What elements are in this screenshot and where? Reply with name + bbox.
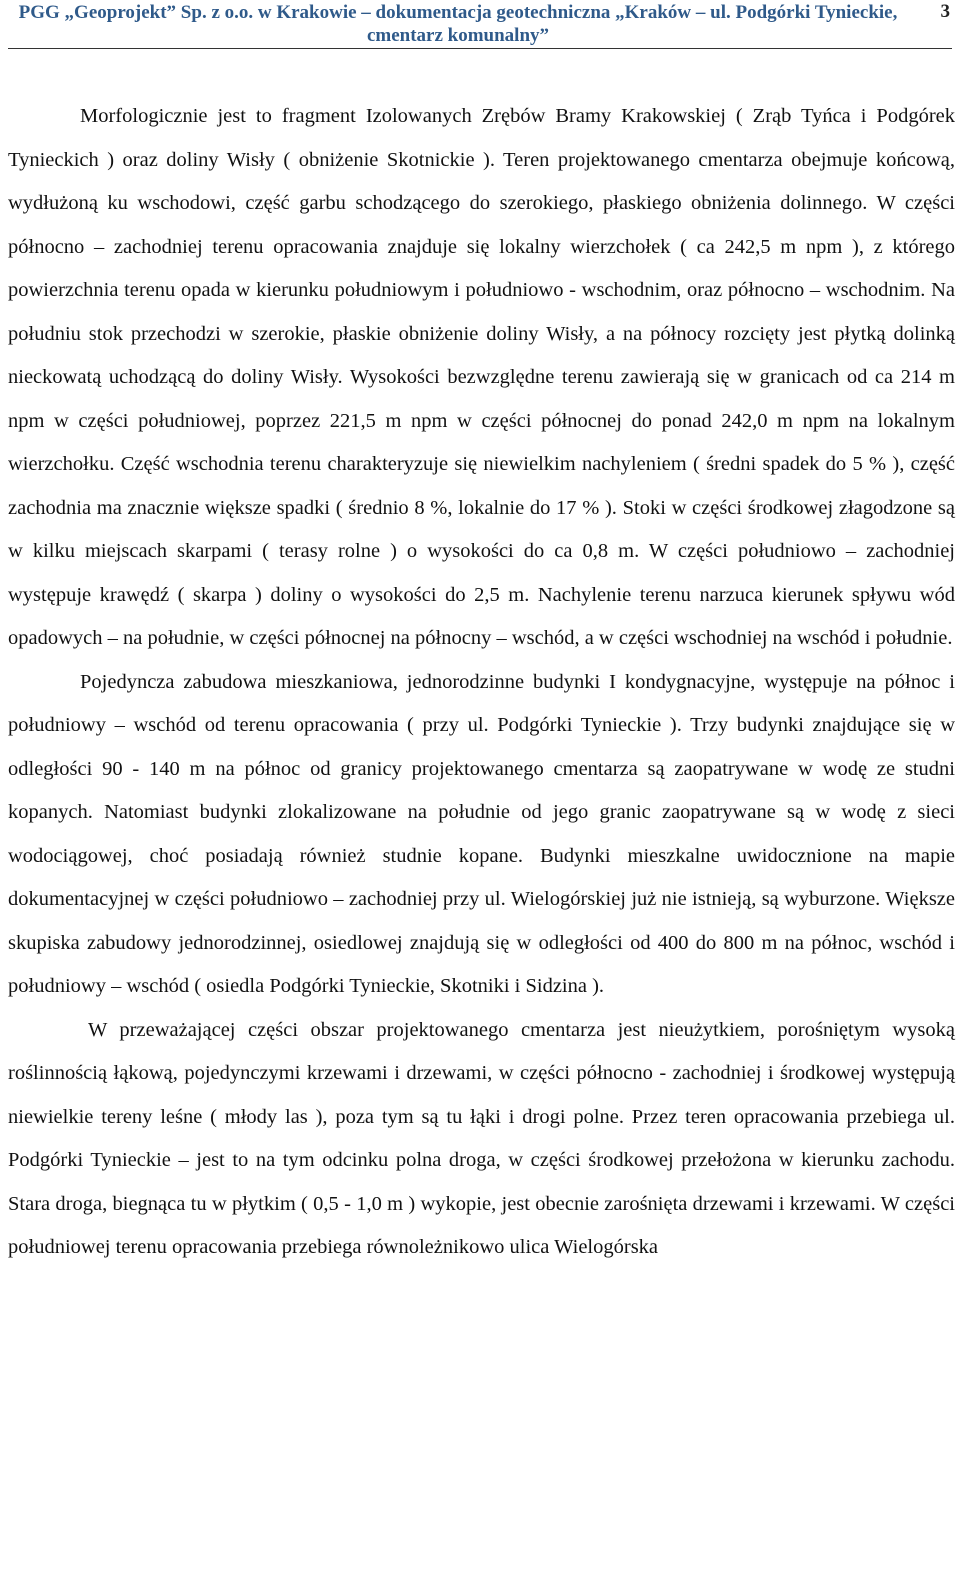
paragraph-land-use: W przeważającej części obszar projektowanego cmentarza jest nieużytkiem, porośniętym wysoką roślinnością łąkową, pojedynczymi krzewami i drzewami, w części północno - zachodniej i środkowej występują niewielkie tereny leśne ( młody las ), poza tym są tu łąki i drogi polne. Przez teren opracowania przebiega ul. Podgórki Tynieckie – jest to na tym odcinku polna droga, w części środkowej przełożona w kierunku zachodu. Stara droga, biegnąca tu w płytkim ( 0,5 - 1,0 m ) wykopie, jest obecnie zarośnięta drzewami i krzewami. W części południowej terenu opracowania przebiega równoleżnikowo ulica Wielogórska	[8, 1018, 955, 1258]
body-text	[8, 95, 955, 1270]
header-line-1: PGG „Geoprojekt” Sp. z o.o. w Krakowie – dokumentacja geotechniczna „Kraków – ul. Podgórki Tynieckie,	[18, 2, 898, 23]
running-header	[8, 0, 952, 49]
paragraph-buildings: Pojedyncza zabudowa mieszkaniowa, jednorodzinne budynki I kondygnacyjne, występuje na północ i południowy – wschód od terenu opracowania ( przy ul. Podgórki Tynieckie ). Trzy budynki znajdujące się w odległości 90 - 140 m na północ od granicy projektowanego cmentarza są zaopatrywane w wodę ze studni kopanych. Natomiast budynki zlokalizowane na południe od jego granic zaopatrywane są w wodę z sieci wodociągowej, choć posiadają również studnie kopane. Budynki mieszkalne uwidocznione na mapie dokumentacyjnej w części południowo – zachodniej przy ul. Wielogórskiej już nie istnieją, są wyburzone. Większe skupiska zabudowy jednorodzinnej, osiedlowej znajdują się w odległości od 400 do 800 m na północ, wschód i południowy – wschód ( osiedla Podgórki Tynieckie, Skotniki i Sidzina ).	[8, 670, 955, 997]
paragraph-morphology: Morfologicznie jest to fragment Izolowanych Zrębów Bramy Krakowskiej ( Zrąb Tyńca i Podgórek Tynieckich ) oraz doliny Wisły ( obniżenie Skotnickie ). Teren projektowanego cmentarza obejmuje końcową, wydłużoną ku wschodowi, część garbu schodzącego do szerokiego, płaskiego obniżenia dolinnego. W części północno – zachodniej terenu opracowania znajduje się lokalny wierzchołek ( ca 242,5 m npm ), z którego powierzchnia terenu opada w kierunku południowym i południowo - wschodnim, oraz północno – wschodnim. Na południu stok przechodzi w szerokie, płaskie obniżenie doliny Wisły, a na północy rozcięty jest płytką dolinką nieckowatą uchodzącą do doliny Wisły. Wysokości bezwzględne terenu zawierają się w granicach od ca 214 m npm w części południowej, poprzez 221,5 m npm w części północnej do ponad 242,0 m npm na lokalnym wierzchołku. Część wschodnia terenu charakteryzuje się niewielkim nachyleniem ( średni spadek do 5 % ), część zachodnia ma znacznie większe spadki ( średnio 8 %, lokalnie do 17 % ). Stoki w części środkowej złagodzone są w kilku miejscach skarpami ( terasy rolne ) o wysokości do ca 0,8 m. W części południowo – zachodniej występuje krawędź ( skarpa ) doliny o wysokości do 2,5 m. Nachylenie terenu narzuca kierunek spływu wód opadowych – na południe, w części północnej na północny – wschód, a w części wschodniej na wschód i południe.	[8, 105, 955, 649]
header-line-2: cmentarz komunalny”	[366, 25, 550, 46]
page-number: 3	[940, 1, 950, 22]
header-title	[8, 1, 908, 47]
